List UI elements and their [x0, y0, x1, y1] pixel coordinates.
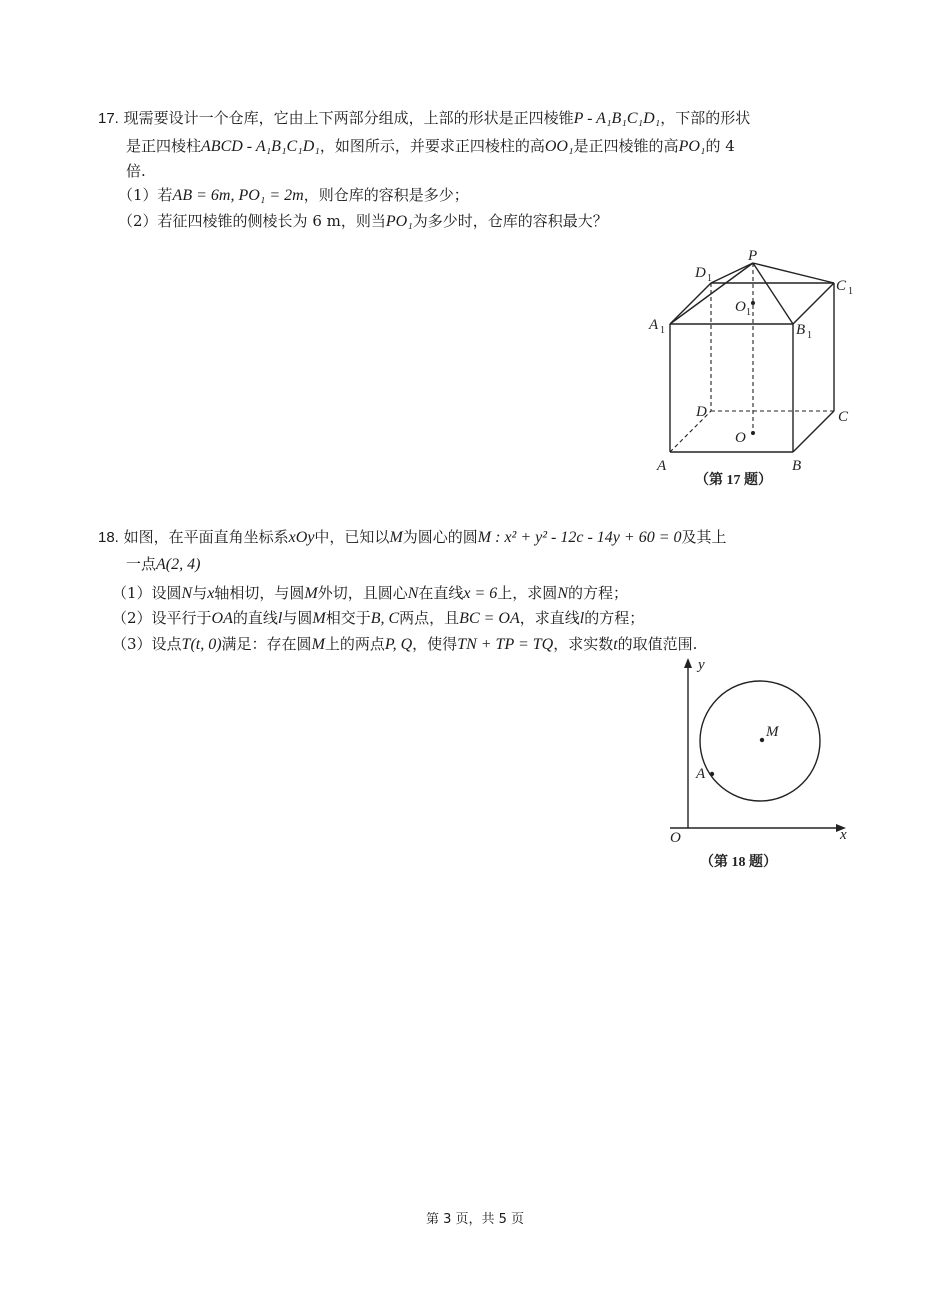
label-d: D	[696, 404, 707, 420]
q18-text: 的方程；	[584, 609, 645, 627]
q17-formula: OO₁	[544, 138, 574, 155]
q17-text: 现需要设计一个仓库，它由上下两部分组成，上部的形状是正四棱锥	[123, 109, 574, 127]
q18-formula: A(2, 4)	[156, 556, 201, 573]
q17-figure	[640, 245, 860, 495]
label-x: x	[840, 827, 847, 843]
label-sub: 1	[848, 286, 853, 297]
q18-formula: M	[311, 636, 325, 653]
q18-text: 中，已知以	[314, 528, 390, 546]
q18-text: 的取值范围.	[617, 635, 698, 653]
label-sub: 1	[807, 330, 812, 341]
q18-figure	[650, 656, 865, 876]
q18-formula: B, C	[370, 610, 400, 627]
q17-formula: ABCD - A₁B₁C₁D₁	[201, 138, 320, 155]
q17-part-1	[118, 184, 469, 207]
q17-line-1	[98, 107, 750, 130]
label-a: A	[696, 766, 706, 782]
label-a1: A	[649, 317, 659, 333]
point-o1	[751, 301, 755, 305]
q18-text: 及其上	[681, 528, 727, 546]
q18-text: ，使得	[412, 635, 458, 653]
circle-m	[700, 681, 820, 801]
q18-formula: BC = OA	[459, 610, 520, 627]
q17-formula: AB = 6m, PO₁ = 2m	[172, 187, 304, 204]
page-footer: 第 3 页，共 5 页	[425, 1212, 525, 1227]
q18-text: 与	[192, 584, 208, 602]
y-arrow-icon	[684, 658, 692, 668]
label-sub: 1	[707, 273, 712, 284]
q17-part-2	[118, 210, 608, 233]
q17-caption: （第 17 题）	[695, 473, 772, 488]
point-m	[760, 738, 764, 742]
q18-formula: OA	[211, 610, 233, 627]
q17-text: ，则仓库的容积是多少；	[303, 186, 469, 204]
q18-text: （3）设点	[112, 635, 182, 653]
q18-text: 与圆	[282, 609, 313, 627]
q18-part-3	[112, 633, 697, 656]
q18-text: 相交于	[325, 609, 371, 627]
q17-line-3	[126, 160, 146, 182]
q17-text: 为多少时，仓库的容积最大？	[412, 212, 608, 230]
label-c1: C	[836, 278, 847, 294]
q17-text: ，如图所示，并要求正四棱柱的高	[319, 137, 545, 155]
label-b1: B	[796, 322, 806, 338]
label-c: C	[838, 409, 849, 425]
q18-number: 18.	[98, 529, 119, 546]
q18-text: ，求实数	[553, 635, 614, 653]
q18-formula: T(t, 0)	[181, 636, 222, 653]
q18-text: 轴相切，与圆	[214, 584, 305, 602]
point-a	[710, 772, 714, 776]
q18-text: 如图，在平面直角坐标系	[123, 528, 289, 546]
q18-text: （2）设平行于	[112, 609, 212, 627]
label-sub: 1	[660, 325, 665, 336]
q17-text: ，下部的形状	[660, 109, 751, 127]
label-o: O	[670, 830, 681, 846]
q18-line-2	[126, 553, 200, 576]
q18-text: 满足：存在圆	[221, 635, 312, 653]
q18-formula: TN + TP = TQ	[457, 636, 554, 653]
q18-formula: x = 6	[463, 585, 498, 602]
label-o: O	[735, 430, 746, 446]
q18-text: 上，求圆	[497, 584, 558, 602]
q18-text: ，求直线	[519, 609, 580, 627]
q18-caption: （第 18 题）	[700, 855, 777, 870]
q17-text: 是正四棱锥的高	[573, 137, 679, 155]
q18-text: 在直线	[418, 584, 464, 602]
q18-text: 的直线	[232, 609, 278, 627]
q18-formula: M	[312, 610, 326, 627]
q18-text: 外切，且圆心	[317, 584, 408, 602]
q18-formula: t	[613, 636, 618, 653]
q18-formula: N	[181, 585, 193, 602]
label-y: y	[698, 657, 705, 673]
q18-formula: M	[304, 585, 318, 602]
point-o	[751, 431, 755, 435]
q18-text: （1）设圆	[112, 584, 182, 602]
q17-formula: P - A₁B₁C₁D₁	[573, 110, 661, 127]
q18-text: 的方程；	[567, 584, 628, 602]
q17-line-2	[126, 135, 735, 158]
label-o1: O	[735, 299, 746, 315]
q18-formula: N	[557, 585, 568, 602]
q18-text: 两点，且	[399, 609, 460, 627]
q18-line-1	[98, 526, 727, 549]
label-m: M	[766, 724, 779, 740]
q18-formula: l	[579, 610, 585, 627]
label-sub: 1	[746, 307, 751, 318]
q17-text: 是正四棱柱	[126, 137, 202, 155]
q18-formula: N	[407, 585, 419, 602]
q18-formula: M	[389, 529, 403, 546]
q18-formula: l	[277, 610, 283, 627]
q18-text: 为圆心的圆	[402, 528, 478, 546]
q17-text: 倍.	[126, 162, 146, 180]
q17-formula: PO₁	[678, 138, 706, 155]
q17-number: 17.	[98, 110, 119, 127]
label-p: P	[748, 248, 758, 264]
q18-text: 一点	[126, 555, 157, 573]
q18-formula: P, Q	[384, 636, 413, 653]
q18-formula: M : x² + y² - 12c - 14y + 60 = 0	[477, 529, 682, 546]
label-d1: D	[695, 265, 706, 281]
q18-formula: xOy	[288, 529, 315, 546]
q18-part-1	[112, 582, 628, 605]
q17-text: 的 4	[705, 137, 735, 155]
label-b: B	[792, 458, 802, 474]
q18-part-2	[112, 607, 644, 630]
q18-text: 上的两点	[324, 635, 385, 653]
label-a: A	[657, 458, 667, 474]
q17-text: （2）若征四棱锥的侧棱长为 6 m，则当	[118, 212, 386, 230]
q18-formula: x	[207, 585, 215, 602]
q17-formula: PO₁	[385, 213, 413, 230]
q17-text: （1）若	[118, 186, 173, 204]
